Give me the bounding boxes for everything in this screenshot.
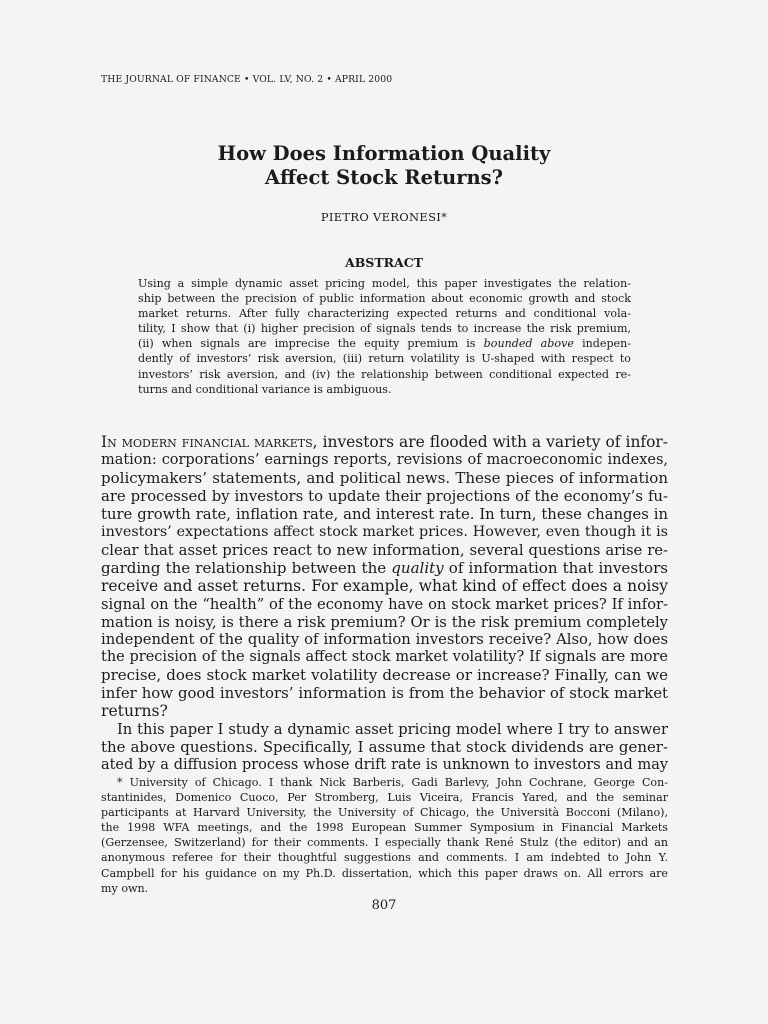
body-text [101,434,668,775]
body-line: investors’ expectations affect stock market prices. However, even though it is [101,523,668,540]
abstract-text-segment: indepen- [582,337,631,351]
abstract-line [138,336,631,351]
abstract-italic-phrase: bounded above [483,337,574,351]
title-line-1: How Does Information Quality [217,142,551,165]
footnote-line: stantinides, Domenico Cuoco, Per Stromberg, Luis Viceira, Francis Yared, and the seminar [101,791,668,805]
body-line: mation: corporations’ earnings reports, revisions of macroeconomic indexes, [101,451,668,468]
footnote-line: participants at Harvard University, the University of Chicago, the Università Bocconi (Milano), [101,806,668,820]
abstract-heading: ABSTRACT [345,255,423,270]
footnote [101,775,668,896]
page-number: 807 [371,898,397,913]
body-line: returns? [101,702,168,721]
body-line [101,434,668,452]
body-line: are processed by investors to update their projections of the economy’s fu- [101,487,668,505]
article-title [100,142,668,190]
abstract-line: dently of investors’ risk aversion, (iii) return volatility is U-shaped with respect to [138,352,631,366]
abstract-line: turns and conditional variance is ambiguous. [138,382,392,396]
footnote-line: (Gerzensee, Switzerland) for their comments. I especially thank René Stulz (the editor) and an [101,836,668,850]
body-text-segment: investors are flooded with a variety of infor- [322,433,668,451]
abstract-line: ship between the precision of public information about economic growth and stock [138,292,631,306]
body-italic-word: quality [391,558,444,577]
body-line: ated by a diffusion process whose drift rate is unknown to investors and may [101,757,668,774]
footnote-line: the 1998 WFA meetings, and the 1998 European Summer Symposium in Financial Markets [101,821,668,835]
abstract-line: investors’ risk aversion, and (iv) the relationship between conditional expected re- [138,367,631,381]
footnote-line: my own. [101,881,149,895]
body-line: signal on the “health” of the economy have on stock market prices? If infor- [101,595,668,613]
title-line-2: Affect Stock Returns? [264,166,504,189]
body-line: policymakers’ statements, and political news. These pieces of information [101,468,668,487]
lead-in-smallcaps: In modern financial markets, [101,433,318,451]
body-line: mation is noisy, is there a risk premium? Or is the risk premium completely [101,613,668,631]
abstract-line: Using a simple dynamic asset pricing model, this paper investigates the relation- [138,277,631,290]
abstract-line: market returns. After fully characterizing expected returns and conditional vola- [138,307,631,321]
body-line: clear that asset prices react to new information, several questions arise re- [101,541,668,559]
body-line: receive and asset returns. For example, what kind of effect does a noisy [101,576,668,595]
footnote-line: Campbell for his guidance on my Ph.D. dissertation, which this paper draws on. All errors are [101,866,668,880]
abstract-line: tility, I show that (i) higher precision of signals tends to increase the risk premium, [138,322,631,336]
body-line [101,560,668,578]
body-line: the above questions. Specifically, I assume that stock dividends are gener- [101,738,668,757]
body-line: precise, does stock market volatility decrease or increase? Finally, can we [101,666,668,685]
body-line: ture growth rate, inflation rate, and interest rate. In turn, these changes in [101,505,668,523]
abstract-text [138,276,631,397]
body-line: In this paper I study a dynamic asset pricing model where I try to answer [117,721,668,739]
footnote-line: anonymous referee for their thoughtful suggestions and comments. I am indebted to John Y. [101,851,668,865]
body-text-segment: garding the relationship between the [101,558,387,577]
body-line: the precision of the signals affect stock market volatility? If signals are more [101,649,668,666]
body-line: independent of the quality of information investors receive? Also, how does [101,631,668,649]
running-head: THE JOURNAL OF FINANCE • VOL. LV, NO. 2 • APRIL 2000 [101,74,393,85]
author-name: PIETRO VERONESI* [320,210,448,224]
body-text-segment: of information that investors [448,558,668,577]
footnote-line: * University of Chicago. I thank Nick Barberis, Gadi Barlevy, John Cochrane, George Con- [117,776,668,789]
abstract-text-segment: (ii) when signals are imprecise the equity premium is [138,337,476,351]
body-line: infer how good investors’ information is from the behavior of stock market [101,684,668,703]
